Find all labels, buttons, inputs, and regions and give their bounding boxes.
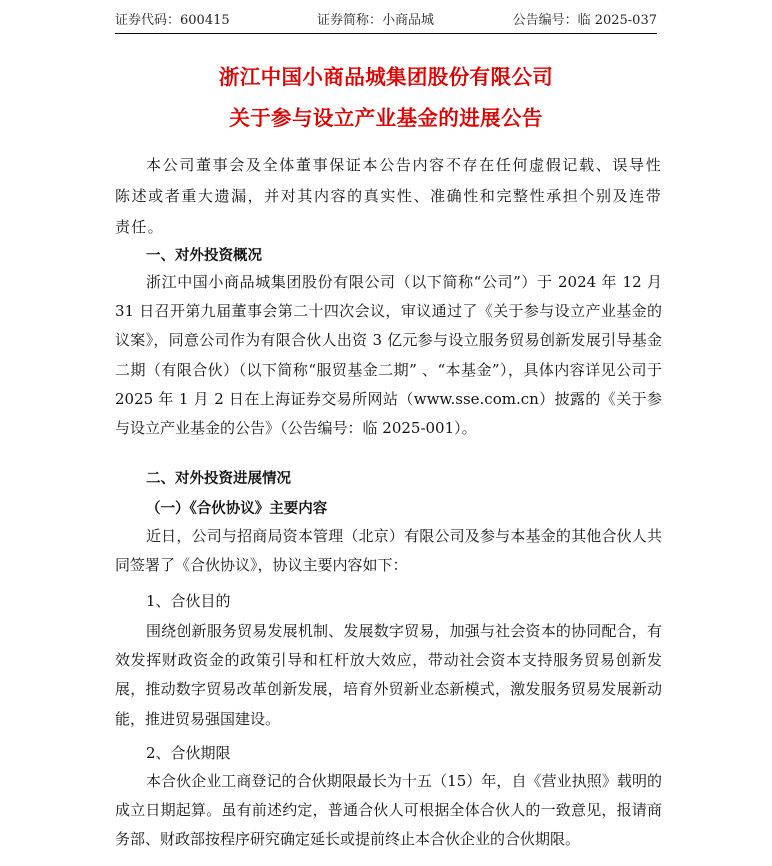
item2-title: 2、合伙期限	[146, 744, 231, 762]
section2-heading: 二、对外投资进展情况	[146, 471, 291, 487]
announcement-number: 公告编号：临 2025-037	[512, 13, 657, 28]
section1-paragraph: 浙江中国小商品城集团股份有限公司（以下简称“公司”）于 2024 年 12 月 31 日召开第九届董事会第二十四次会议，审议通过了《关于参与设立产业基金的议案》，同意公司作为有限合伙人出资 3 亿元参与设立服务贸易创新发展引导基金二期（有限合伙）（以下简称“服贸基金二期” 、“本基金”），具体内容详见公司于 2025 年 1 月 2 日在上海证券交易所网站（www.sse.com.cn）披露的《关于参与设立产业基金的公告》（公告编号：临 2025-001）。	[115, 273, 662, 438]
item2-text: 本合伙企业工商登记的合伙期限最长为十五（15）年，自《营业执照》载明的成立日期起算。虽有前述约定，普通合伙人可根据全体合伙人的一致意见，报请商务部、财政部按程序研究确定延长或提前终止本合伙企业的合伙期限。	[115, 772, 662, 849]
stock-name: 证券简称：小商品城	[317, 13, 435, 28]
header-divider	[115, 33, 657, 34]
section1-heading: 一、对外投资概况	[146, 248, 262, 264]
document-title-line2: 关于参与设立产业基金的进展公告	[229, 106, 543, 130]
item1-text: 围绕创新服务贸易发展机制、发展数字贸易，加强与社会资本的协同配合，有效发挥财政资金的政策引导和杠杆放大效应，带动社会资本支持服务贸易创新发展，推动数字贸易改革创新发展，培育外贸新业态新模式，激发服务贸易发展新动能，推进贸易强国建设。	[115, 622, 662, 728]
page-header	[115, 10, 657, 32]
item1-title: 1、合伙目的	[146, 592, 231, 610]
stock-code: 证券代码：600415	[115, 13, 230, 28]
section2-subheading: （一）《合伙协议》主要内容	[146, 501, 328, 517]
board-statement: 本公司董事会及全体董事保证本公告内容不存在任何虚假记载、误导性陈述或者重大遗漏，并对其内容的真实性、准确性和完整性承担个别及连带责任。	[115, 156, 662, 236]
section2-intro: 近日，公司与招商局资本管理（北京）有限公司及参与本基金的其他合伙人共同签署了《合伙协议》，协议主要内容如下：	[115, 527, 662, 575]
document-title-line1: 浙江中国小商品城集团股份有限公司	[218, 65, 554, 89]
